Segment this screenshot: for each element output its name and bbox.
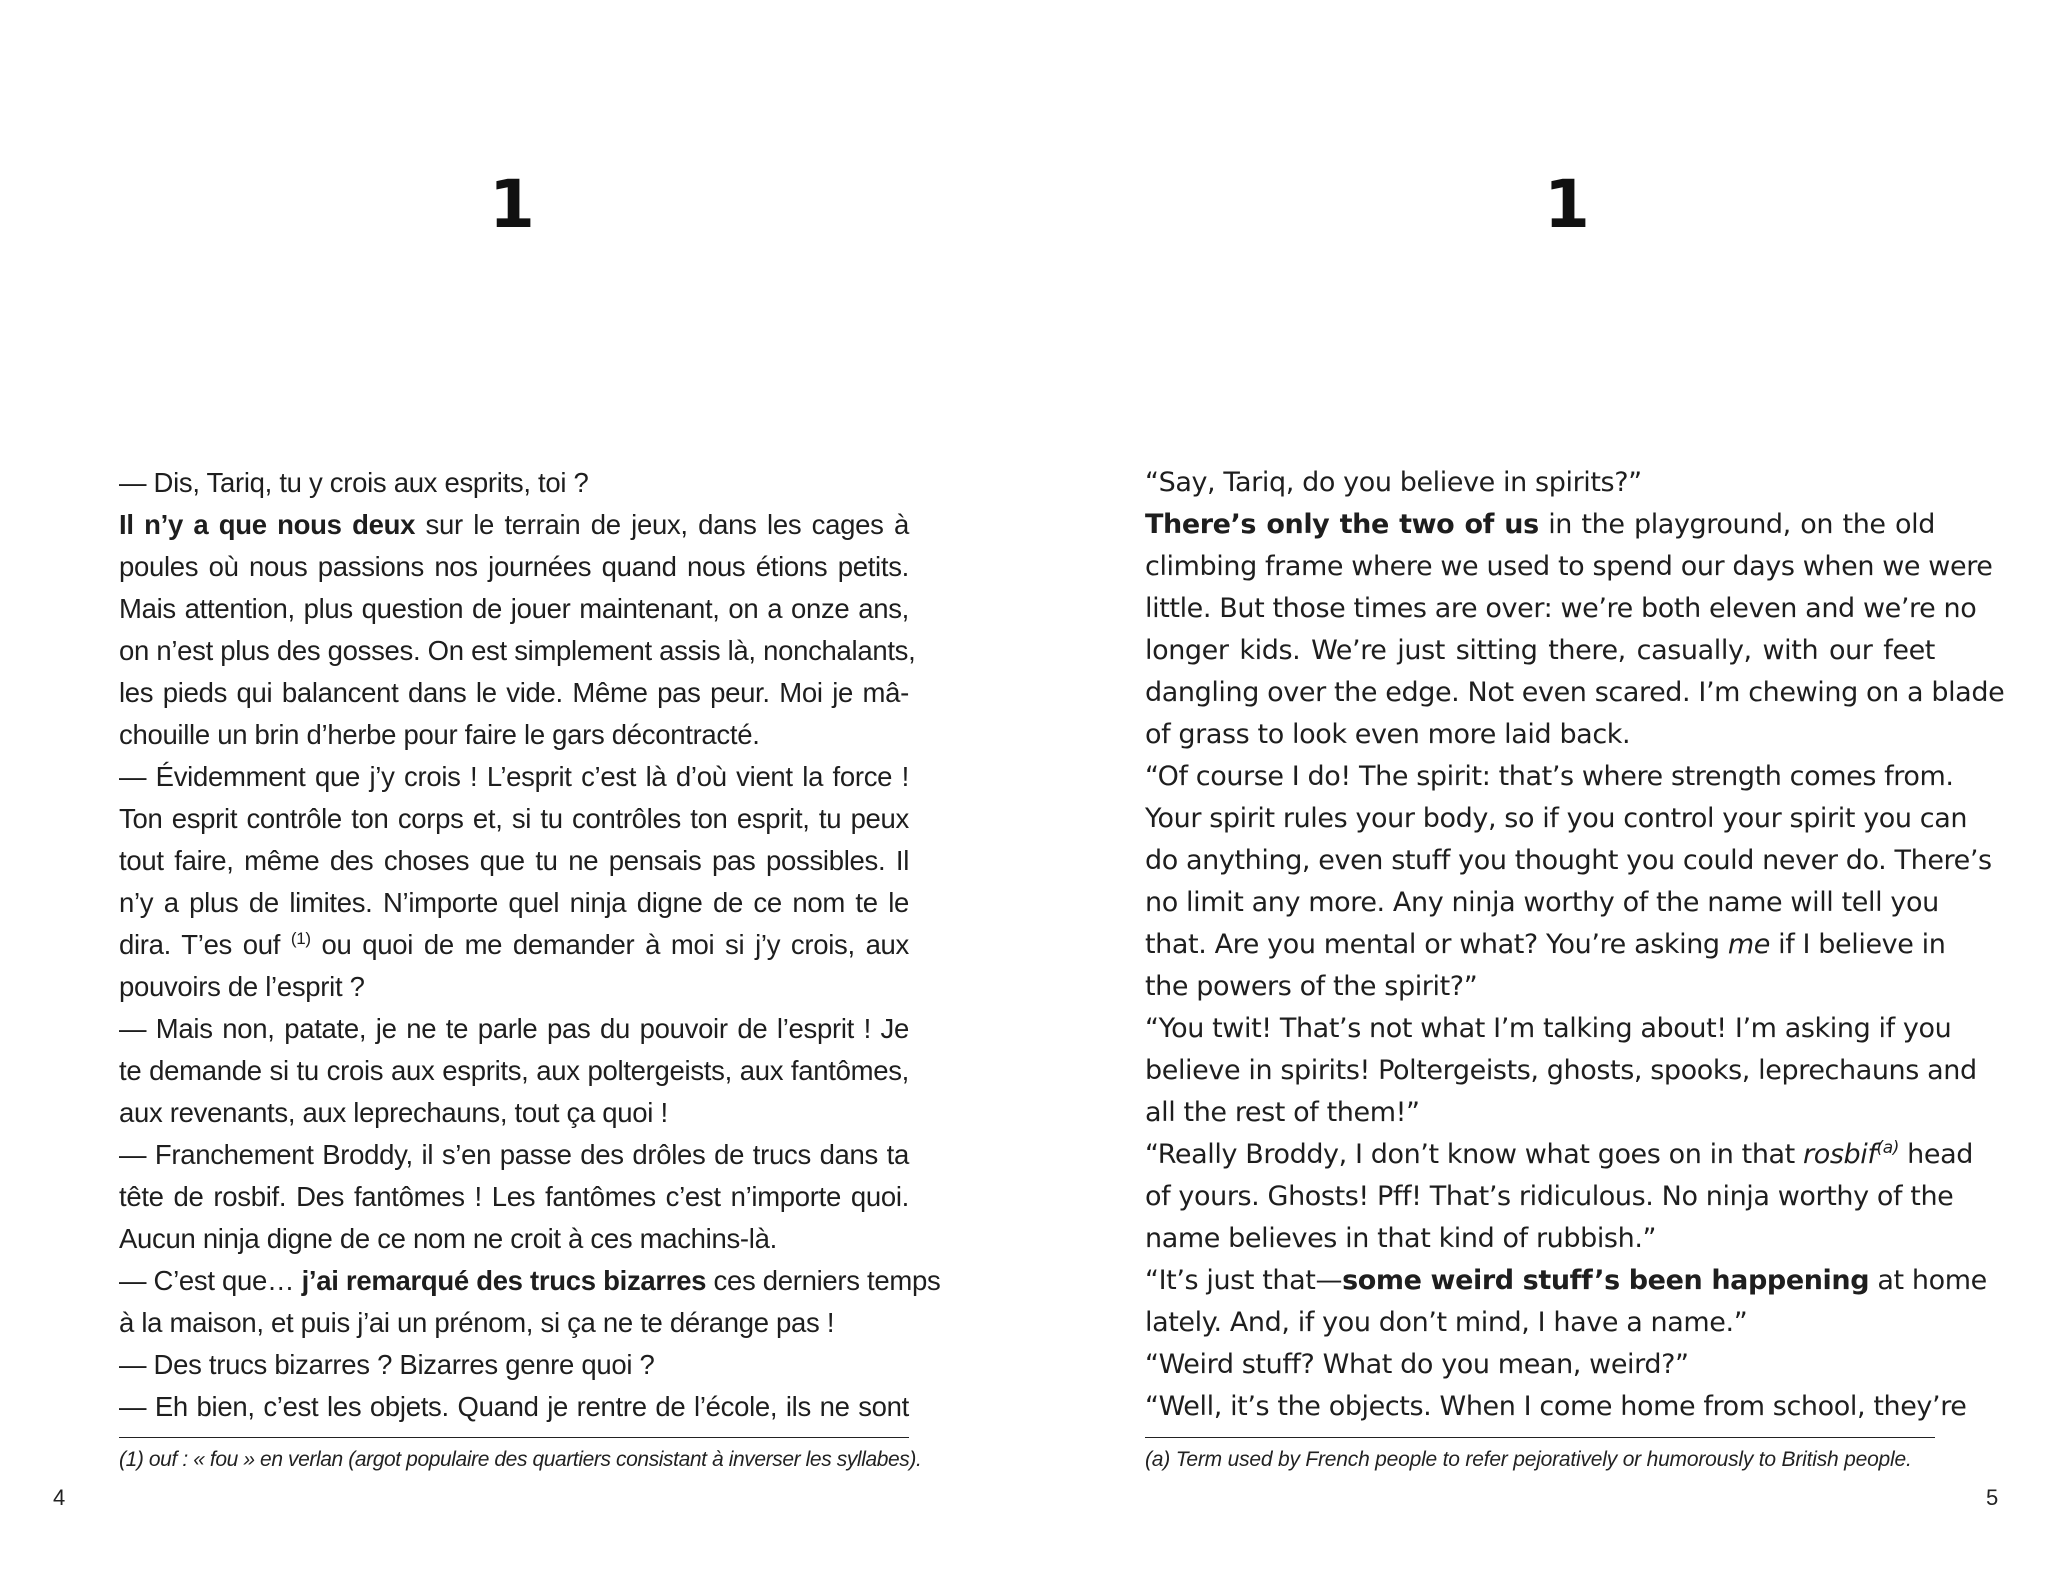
text-line	[119, 1092, 909, 1134]
text-segment: tête de rosbif. Des fantômes ! Les fantômes c’est n’importe quoi.	[119, 1181, 909, 1212]
text-segment: lately. And, if you don’t mind, I have a name.”	[1145, 1307, 1748, 1338]
text-segment: Your spirit rules your body, so if you control your spirit you can	[1145, 803, 1968, 834]
text-line	[119, 546, 909, 588]
text-segment: There’s only the two of us	[1145, 509, 1539, 540]
text-segment: in the playground, on the old	[1538, 509, 1936, 540]
text-segment: “Of course I do! The spirit: that’s where strength comes from.	[1145, 761, 1954, 792]
footnote: (a) Term used by French people to refer pejoratively or humorously to British people.	[1145, 1448, 1912, 1471]
text-segment: climbing frame where we used to spend our days when we were	[1145, 551, 1993, 582]
text-segment: dira. T’es ouf	[119, 929, 291, 960]
text-line	[1145, 798, 1968, 840]
text-segment: little. But those times are over: we’re both eleven and we’re no	[1145, 593, 1977, 624]
text-line	[119, 966, 909, 1008]
body-text	[1145, 462, 2005, 1428]
text-line	[1145, 756, 1954, 798]
text-segment: aux revenants, aux leprechauns, tout ça quoi !	[119, 1097, 668, 1128]
text-line	[119, 462, 909, 504]
text-line	[1145, 1134, 1973, 1176]
page-number: 4	[53, 1485, 66, 1510]
text-segment: — Mais non, patate, je ne te parle pas du pouvoir de l’esprit ! Je	[119, 1013, 909, 1044]
text-line	[1145, 1260, 1987, 1302]
text-line	[119, 1176, 909, 1218]
text-line	[1145, 840, 1992, 882]
text-line	[1145, 462, 1935, 504]
text-segment: — Dis, Tariq, tu y crois aux esprits, toi ?	[119, 467, 589, 498]
text-segment: “Say, Tariq, do you believe in spirits?”	[1145, 467, 1642, 498]
text-segment: no limit any more. Any ninja worthy of the name will tell you	[1145, 887, 1939, 918]
text-segment: tout faire, même des choses que tu ne pensais pas possibles. Il	[119, 845, 909, 876]
text-line	[1145, 1344, 1935, 1386]
footnote-rule	[119, 1437, 909, 1438]
text-segment: — C’est que…	[119, 1265, 302, 1296]
page-number: 5	[1986, 1485, 1999, 1510]
text-segment: “Really Broddy, I don’t know what goes on in that	[1145, 1139, 1804, 1170]
text-line	[1145, 1008, 1952, 1050]
text-segment: if I believe in	[1769, 929, 1946, 960]
text-line	[119, 1050, 909, 1092]
text-line	[119, 1344, 909, 1386]
text-line	[119, 798, 909, 840]
footnote-rule	[1145, 1437, 1935, 1438]
text-segment: Ton esprit contrôle ton corps et, si tu contrôles ton esprit, tu peux	[119, 803, 909, 834]
text-segment: à la maison, et puis j’ai un prénom, si ça ne te dérange pas !	[119, 1307, 835, 1338]
text-line	[1145, 588, 1977, 630]
text-segment: Mais attention, plus question de jouer maintenant, on a onze ans,	[119, 593, 909, 624]
footnote: (1) ouf : « fou » en verlan (argot populaire des quartiers consistant à inverser les syllabes).	[119, 1448, 922, 1471]
text-segment: all the rest of them!”	[1145, 1097, 1420, 1128]
text-line	[119, 1218, 909, 1260]
text-segment: of grass to look even more laid back.	[1145, 719, 1631, 750]
text-segment: me	[1727, 929, 1770, 960]
text-segment: n’y a plus de limites. N’importe quel ninja digne de ce nom te le	[119, 887, 909, 918]
text-segment: — Franchement Broddy, il s’en passe des drôles de trucs dans ta	[119, 1139, 909, 1170]
chapter-number: 1	[1544, 166, 1590, 243]
text-segment: ces derniers temps	[706, 1265, 941, 1296]
text-segment: longer kids. We’re just sitting there, casually, with our feet	[1145, 635, 1935, 666]
text-line	[1145, 672, 2005, 714]
footnote-marker: (a)	[1876, 1138, 1899, 1158]
text-line	[1145, 1050, 1977, 1092]
text-line	[119, 756, 909, 798]
text-segment: — Eh bien, c’est les objets. Quand je rentre de l’école, ils ne sont	[119, 1391, 909, 1422]
text-line	[119, 504, 909, 546]
text-segment: some weird stuff’s been happening	[1342, 1265, 1870, 1296]
text-segment: name believes in that kind of rubbish.”	[1145, 1223, 1657, 1254]
text-line	[1145, 966, 1935, 1008]
right-page	[1024, 0, 2048, 1575]
text-line	[1145, 630, 1935, 672]
body-text	[119, 462, 941, 1428]
text-segment: “It’s just that—	[1145, 1265, 1343, 1296]
text-segment: dangling over the edge. Not even scared. I’m chewing on a blade	[1145, 677, 2005, 708]
text-segment: ou quoi de me demander à moi si j’y crois, aux	[310, 929, 910, 960]
text-segment: les pieds qui balancent dans le vide. Même pas peur. Moi je mâ-	[119, 677, 909, 708]
text-segment: pouvoirs de l’esprit ?	[119, 971, 365, 1002]
text-segment: “Weird stuff? What do you mean, weird?”	[1145, 1349, 1689, 1380]
chapter-number: 1	[489, 166, 535, 243]
text-line	[119, 924, 909, 966]
text-line	[119, 1008, 909, 1050]
text-line	[1145, 1302, 1935, 1344]
text-line	[119, 882, 909, 924]
text-line	[119, 588, 909, 630]
text-segment: poules où nous passions nos journées quand nous étions petits.	[119, 551, 909, 582]
text-segment: of yours. Ghosts! Pff! That’s ridiculous. No ninja worthy of the	[1145, 1181, 1954, 1212]
text-line	[119, 630, 916, 672]
text-line	[119, 714, 909, 756]
text-line	[1145, 1176, 1954, 1218]
text-segment: Il n’y a que nous deux	[119, 509, 416, 540]
text-segment: head	[1898, 1139, 1973, 1170]
text-segment: that. Are you mental or what? You’re asking	[1145, 929, 1728, 960]
text-segment: Aucun ninja digne de ce nom ne croit à ces machins-là.	[119, 1223, 777, 1254]
text-line	[119, 1134, 909, 1176]
text-line	[119, 672, 909, 714]
text-segment: rosbif	[1803, 1139, 1877, 1170]
text-segment: j’ai remarqué des trucs bizarres	[301, 1265, 707, 1296]
footnote-marker: (1)	[290, 929, 311, 948]
text-segment: do anything, even stuff you thought you could never do. There’s	[1145, 845, 1992, 876]
text-line	[119, 1386, 909, 1428]
text-line	[1145, 1386, 1967, 1428]
text-segment: — Évidemment que j’y crois ! L’esprit c’est là d’où vient la force !	[119, 761, 909, 792]
text-line	[1145, 882, 1939, 924]
text-line	[119, 1302, 909, 1344]
text-line	[1145, 1092, 1935, 1134]
text-segment: believe in spirits! Poltergeists, ghosts, spooks, leprechauns and	[1145, 1055, 1977, 1086]
text-segment: — Des trucs bizarres ? Bizarres genre quoi ?	[119, 1349, 655, 1380]
text-line	[1145, 714, 1935, 756]
text-segment: “You twit! That’s not what I’m talking about! I’m asking if you	[1145, 1013, 1952, 1044]
text-line	[119, 840, 909, 882]
text-line	[1145, 546, 1993, 588]
text-segment: at home	[1869, 1265, 1987, 1296]
text-segment: the powers of the spirit?”	[1145, 971, 1478, 1002]
text-segment: on n’est plus des gosses. On est simplement assis là, nonchalants,	[119, 635, 916, 666]
text-line	[1145, 1218, 1935, 1260]
text-line	[119, 1260, 941, 1302]
text-segment: te demande si tu crois aux esprits, aux poltergeists, aux fantômes,	[119, 1055, 909, 1086]
text-line	[1145, 924, 1946, 966]
text-segment: “Well, it’s the objects. When I come home from school, they’re	[1145, 1391, 1967, 1422]
text-segment: chouille un brin d’herbe pour faire le gars décontracté.	[119, 719, 760, 750]
text-line	[1145, 504, 1935, 546]
text-segment: sur le terrain de jeux, dans les cages à	[415, 509, 909, 540]
